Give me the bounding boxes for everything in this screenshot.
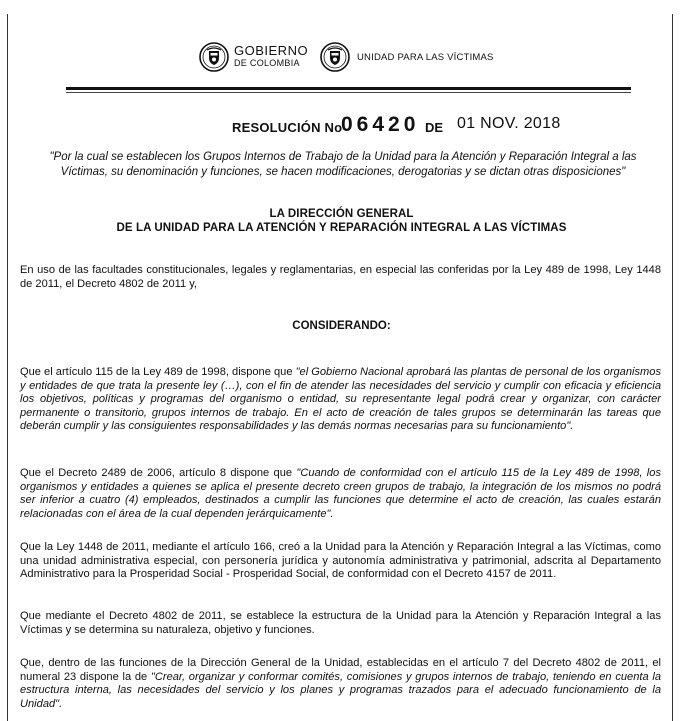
colombia-coat-of-arms-icon: [320, 42, 350, 72]
gov-name-line2: DE COLOMBIA: [234, 58, 300, 68]
considerando-paragraph-5: [20, 657, 661, 711]
issuer-heading: [20, 207, 663, 235]
unit-name: UNIDAD PARA LAS VÍCTIMAS: [357, 51, 494, 63]
p1-quote: "el Gobierno Nacional aprobará las plantas de personal de los organismos y entidades de que trata la presente ley (…), con el fin de atender las necesidades del servicio y cumplir con eficacia y eficiencia los objetivos, políticas y programas del organismo o entidad, su representante legal podrá crear y organizar, con carácter permanente o transitorio, grupos internos de trabajo. En el acto de creación de tales grupos se determinarán las tareas que deberán cumplir y las consiguientes responsabilidades y las demás normas necesarias para su funcionamiento".: [20, 366, 661, 433]
resolution-date: 01 NOV. 2018: [457, 115, 561, 132]
resolution-line: [0, 112, 683, 142]
header-rule: [66, 87, 631, 90]
p5-text: Que, dentro de las funciones de la Dirección General de la Unidad, establecidas en el artículo 7 del Decreto 4802 de 2011, el numeral 23 dispone la de: [20, 657, 661, 683]
considerando-paragraph-2: [20, 467, 661, 521]
considerando-paragraph-4: Que mediante el Decreto 4802 de 2011, se establece la estructura de la Unidad para la Atención y Reparación Integral a las Víctimas y se determina su naturaleza, objetivo y funciones.: [20, 610, 661, 636]
p2-text: Que el Decreto 2489 de 2006, artículo 8 dispone que: [20, 467, 297, 479]
resolution-label: RESOLUCIÓN No: [232, 120, 343, 135]
p5-quote: "Crear, organizar y conformar comités, comisiones y grupos internos de trabajo, teniendo en cuenta la estructura interna, las necesidades del servicio y los planes y programas trazados para el adecuado funcionamiento de la Unidad".: [20, 670, 661, 710]
letterhead: [0, 42, 683, 82]
colombia-coat-of-arms-icon: [199, 42, 229, 72]
considerando-paragraph-1: [20, 366, 661, 434]
resolution-de: DE: [425, 120, 444, 135]
p1-text: Que el artículo 115 de la Ley 489 de 1998, dispone que: [20, 366, 296, 378]
p2-quote: "Cuando de conformidad con el artículo 115 de la Ley 489 de 1998, los organismos y entidades a quienes se aplica el presente decreto creen grupos de trabajo, la integración de los mismos no podrá ser inferior a cuatro (4) empleados, destinados a cumplir las funciones que determine el acto de creación, las cuales estarán relacionadas con el área de la cual dependen jerárquicamente".: [20, 467, 661, 520]
resolution-subtitle: "Por la cual se establecen los Grupos Internos de Trabajo de la Unidad para la Atención y Reparación Integral a las Víctimas, su denominación y funciones, se hacen modificaciones, derogatorias y se dictan otras disposiciones": [49, 151, 637, 178]
intro-paragraph: En uso de las facultades constitucionales, legales y reglamentarias, en especial las conferidas por la Ley 489 de 1998, Ley 1448 de 2011, el Decreto 4802 de 2011 y,: [20, 264, 661, 290]
issuer-heading-line2: DE LA UNIDAD PARA LA ATENCIÓN Y REPARACIÓN INTEGRAL A LAS VÍCTIMAS: [116, 222, 567, 234]
considerando-paragraph-3: Que la Ley 1448 de 2011, mediante el artículo 166, creó a la Unidad para la Atención y Reparación Integral a las Víctimas, como una unidad administrativa especial, con personería jurídica y autonomía administrativa y patrimonial, adscrita al Departamento Administrativo para la Prosperidad Social - Prosperidad Social, de conformidad con el Decreto 4157 de 2011.: [20, 541, 661, 581]
gobierno-logo: [199, 42, 308, 72]
resolution-number: 06420: [341, 113, 420, 136]
issuer-heading-line1: LA DIRECCIÓN GENERAL: [269, 208, 414, 220]
gov-name-line1: GOBIERNO: [234, 43, 309, 58]
header-rule-thin: [66, 92, 631, 93]
considerando-heading: CONSIDERANDO:: [292, 320, 391, 332]
unidad-logo: [320, 42, 494, 72]
